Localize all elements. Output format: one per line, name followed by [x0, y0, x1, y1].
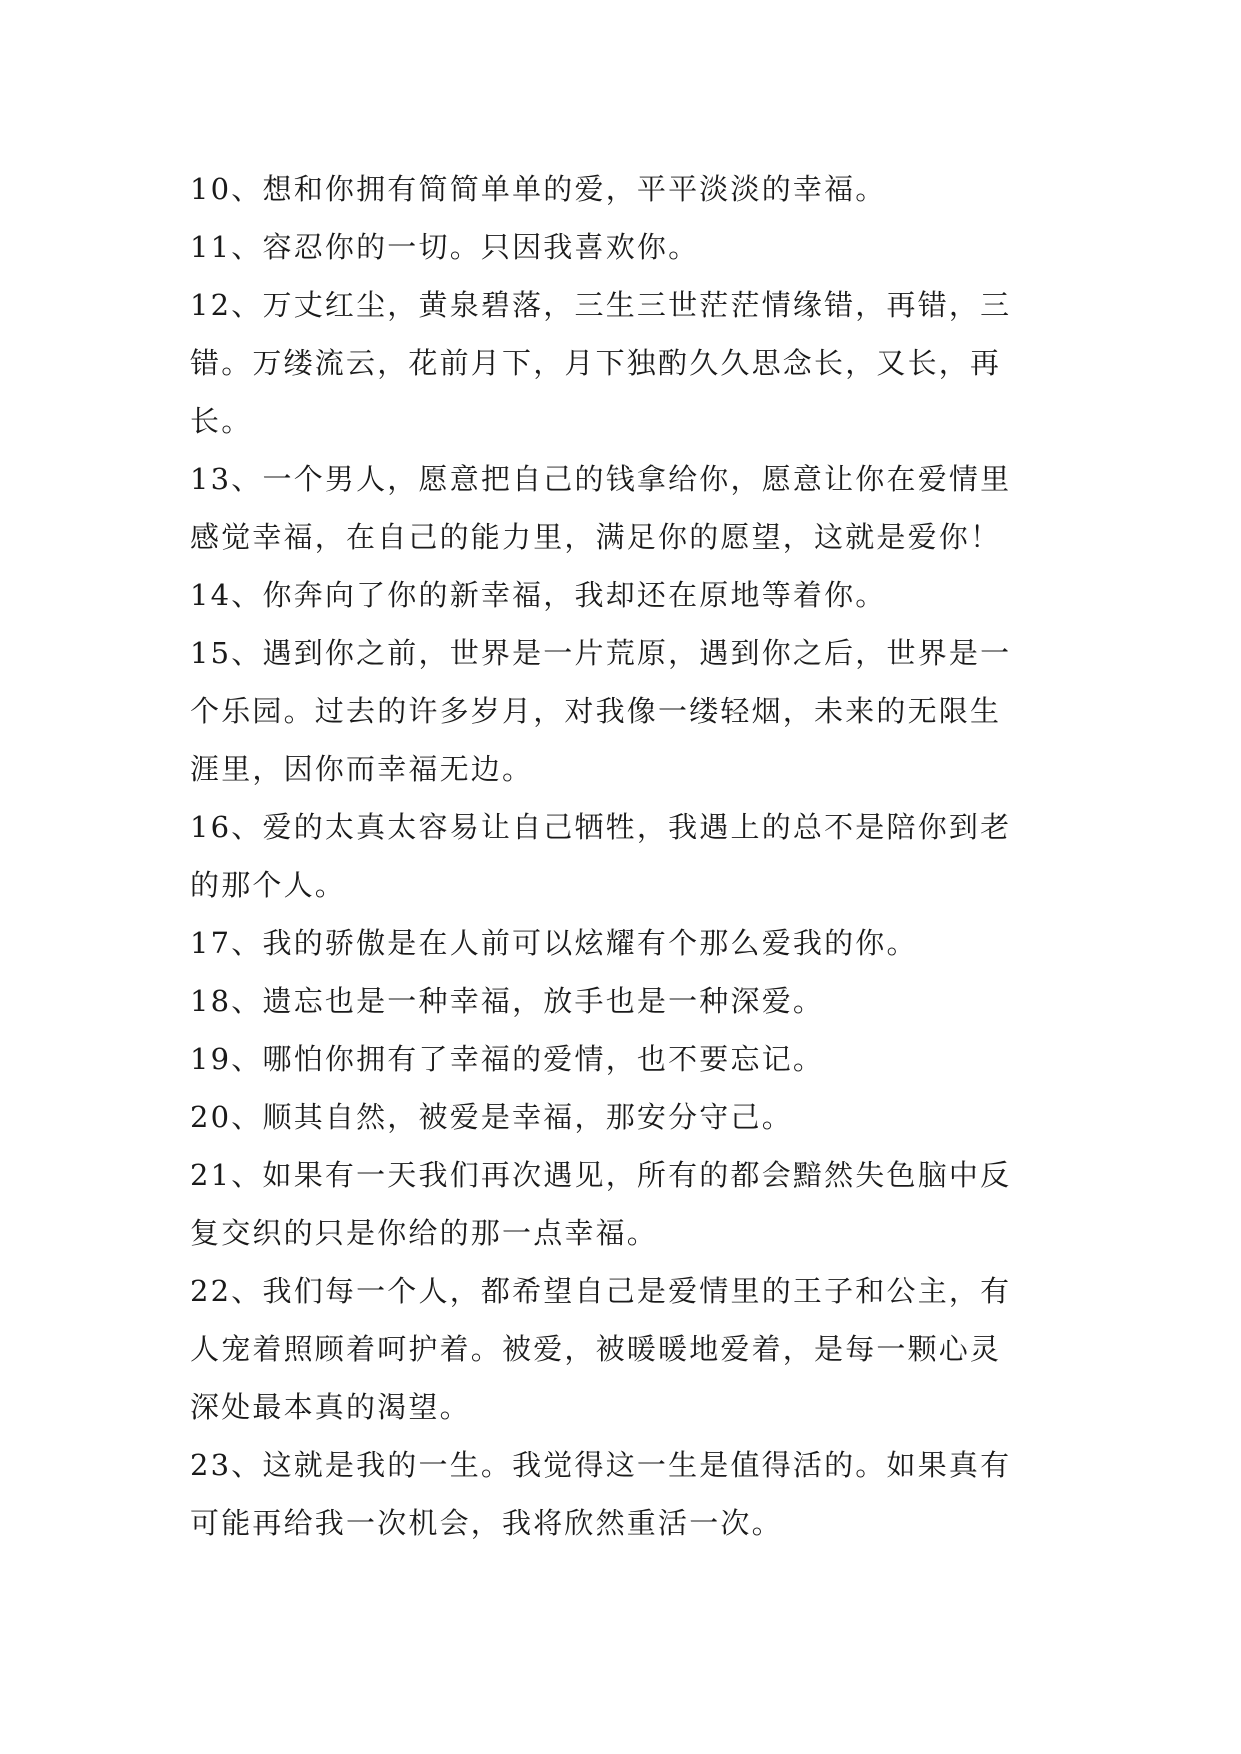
text-line: 18、遗忘也是一种幸福，放手也是一种深爱。 [190, 984, 825, 1018]
text-line: 23、这就是我的一生。我觉得这一生是值得活的。如果真有 [190, 1448, 1012, 1482]
text-line: 13、一个男人，愿意把自己的钱拿给你，愿意让你在爱情里 [190, 462, 1012, 496]
text-line: 错。万缕流云，花前月下，月下独酌久久思念长，又长，再 [190, 346, 1002, 380]
text-line: 20、顺其自然，被爱是幸福，那安分守己。 [190, 1100, 793, 1134]
text-line: 15、遇到你之前，世界是一片荒原，遇到你之后，世界是一 [190, 636, 1012, 670]
text-line: 22、我们每一个人，都希望自己是爱情里的王子和公主，有 [190, 1274, 1012, 1308]
text-line: 的那个人。 [190, 868, 347, 902]
text-line: 人宠着照顾着呵护着。被爱，被暖暖地爱着，是每一颗心灵 [190, 1332, 1002, 1366]
text-line: 感觉幸福，在自己的能力里，满足你的愿望，这就是爱你！ [190, 520, 1002, 554]
text-line: 17、我的骄傲是在人前可以炫耀有个那么爱我的你。 [190, 926, 918, 960]
text-line: 19、哪怕你拥有了幸福的爱情，也不要忘记。 [190, 1042, 825, 1076]
text-line: 12、万丈红尘，黄泉碧落，三生三世茫茫情缘错，再错，三 [190, 288, 1012, 322]
text-line: 11、容忍你的一切。只因我喜欢你。 [190, 230, 700, 264]
text-line: 涯里，因你而幸福无边。 [190, 752, 534, 786]
text-line: 长。 [190, 404, 253, 438]
document-body [190, 160, 1060, 1552]
text-line: 个乐园。过去的许多岁月，对我像一缕轻烟，未来的无限生 [190, 694, 1002, 728]
text-line: 深处最本真的渴望。 [190, 1390, 471, 1424]
text-line: 复交织的只是你给的那一点幸福。 [190, 1216, 659, 1250]
text-line: 16、爱的太真太容易让自己牺牲，我遇上的总不是陪你到老 [190, 810, 1012, 844]
text-line: 21、如果有一天我们再次遇见，所有的都会黯然失色脑中反 [190, 1158, 1012, 1192]
text-line: 10、想和你拥有简简单单的爱，平平淡淡的幸福。 [190, 172, 887, 206]
text-line: 14、你奔向了你的新幸福，我却还在原地等着你。 [190, 578, 887, 612]
text-line: 可能再给我一次机会，我将欣然重活一次。 [190, 1506, 783, 1540]
